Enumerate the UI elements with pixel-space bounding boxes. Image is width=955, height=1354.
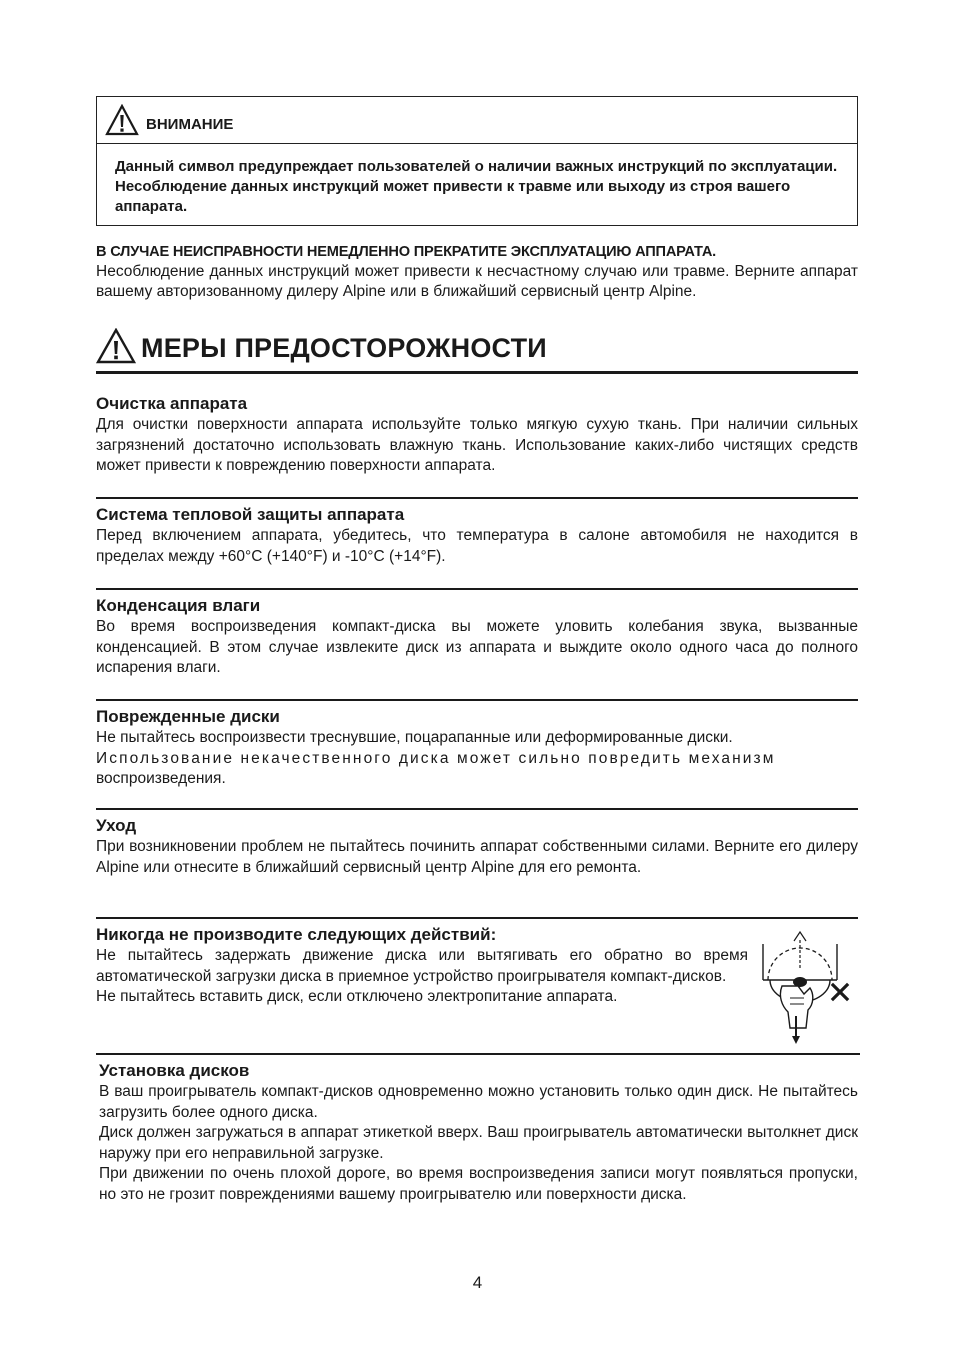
- page-content: [96, 96, 858, 1205]
- paragraph: Не пытайтесь задержать движение диска или вытягивать его обратно во время автоматической загрузки диска в приемное устройство проигрывателя компакт-дисков.: [96, 947, 748, 985]
- section-damaged-discs: [96, 706, 858, 810]
- section-text: [96, 728, 858, 790]
- paragraph: В ваш проигрыватель компакт-дисков одновременно можно установить только один диск. Не пытайтесь загрузить более одного диска.: [99, 1083, 858, 1121]
- section-title: Поврежденные диски: [96, 707, 280, 726]
- precautions-heading: [96, 328, 858, 374]
- warning-text: Данный символ предупреждает пользователей о наличии важных инструкций по эксплуатации. Несоблюдение данных инструкций может привести к травме или выходу из строя вашего аппарата.: [115, 158, 838, 215]
- cross-mark-icon: [830, 982, 850, 1002]
- section-title: Уход: [96, 816, 137, 835]
- section-text: При возникновении проблем не пытайтесь починить аппарат собственными силами. Верните его дилеру Alpine или отнесите в ближайший сервисный центр Alpine для его ремонта.: [96, 838, 858, 876]
- section-text: [96, 946, 748, 1008]
- text-line: Использование некачественного диска может сильно повредить механизм: [96, 749, 776, 767]
- warning-triangle-icon: [105, 104, 139, 136]
- section-title: Конденсация влаги: [96, 596, 261, 615]
- disc-hand-illustration: [748, 924, 858, 1008]
- section-title: Никогда не производите следующих действий:: [96, 925, 497, 944]
- section-text: Перед включением аппарата, убедитесь, что температура в салоне автомобиля не находится в пределах между +60°C (+140°F) и -10°C (+14°F).: [96, 527, 858, 565]
- never-do-text-column: [96, 924, 748, 1008]
- section-never-do: [96, 924, 860, 1055]
- text-line: воспроизведения.: [96, 770, 226, 787]
- section-text: Для очистки поверхности аппарата используйте только мягкую сухую ткань. При наличии сильных загрязнений достаточно использовать влажную ткань. Использование каких-либо чистящих средств может привести к повреждению поверхности аппарата.: [96, 416, 858, 474]
- never-do-layout: [96, 924, 860, 1008]
- section-title: Очистка аппарата: [96, 394, 248, 413]
- section-care: [96, 815, 858, 919]
- warning-title: ВНИМАНИЕ: [146, 115, 234, 133]
- section-text: [99, 1082, 858, 1205]
- section-title: Система тепловой защиты аппарата: [96, 505, 405, 524]
- section-condensation: [96, 595, 858, 701]
- section-loading-discs: [96, 1060, 858, 1205]
- section-cleaning: [96, 393, 858, 499]
- warning-header: [97, 97, 857, 144]
- malfunction-alert: [96, 242, 858, 302]
- section-thermal-protection: [96, 504, 858, 590]
- paragraph: При движении по очень плохой дороге, во время воспроизведения записи могут появляться пропуски, но это не грозит повреждениями вашему проигрывателю или поверхности диска.: [99, 1165, 858, 1203]
- paragraph: Диск должен загружаться в аппарат этикеткой вверх. Ваш проигрыватель автоматически вытолкнет диск наружу при его неправильной загрузке.: [99, 1124, 858, 1162]
- section-title: Установка дисков: [99, 1061, 250, 1080]
- warning-triangle-icon: [96, 328, 136, 364]
- text-line: Не пытайтесь воспроизвести треснувшие, поцарапанные или деформированные диски.: [96, 729, 733, 746]
- page-number: 4: [472, 1273, 483, 1292]
- precautions-title: МЕРЫ ПРЕДОСТОРОЖНОСТИ: [141, 332, 547, 363]
- section-text: Во время воспроизведения компакт-диска вы можете уловить колебания звука, вызванные конденсацией. В этом случае извлеките диск из аппарата и выждите около одного часа до полного испарения влаги.: [96, 618, 858, 676]
- paragraph: Не пытайтесь вставить диск, если отключено электропитание аппарата.: [96, 988, 618, 1005]
- alert-text: Несоблюдение данных инструкций может привести к несчастному случаю или травме. Верните аппарат вашему авторизованному дилеру Alpine или в ближайший сервисный центр Alpine.: [96, 263, 858, 300]
- warning-box: [96, 96, 858, 226]
- alert-heading: В СЛУЧАЕ НЕИСПРАВНОСТИ НЕМЕДЛЕННО ПРЕКРАТИТЕ ЭКСПЛУАТАЦИЮ АППАРАТА.: [96, 244, 717, 260]
